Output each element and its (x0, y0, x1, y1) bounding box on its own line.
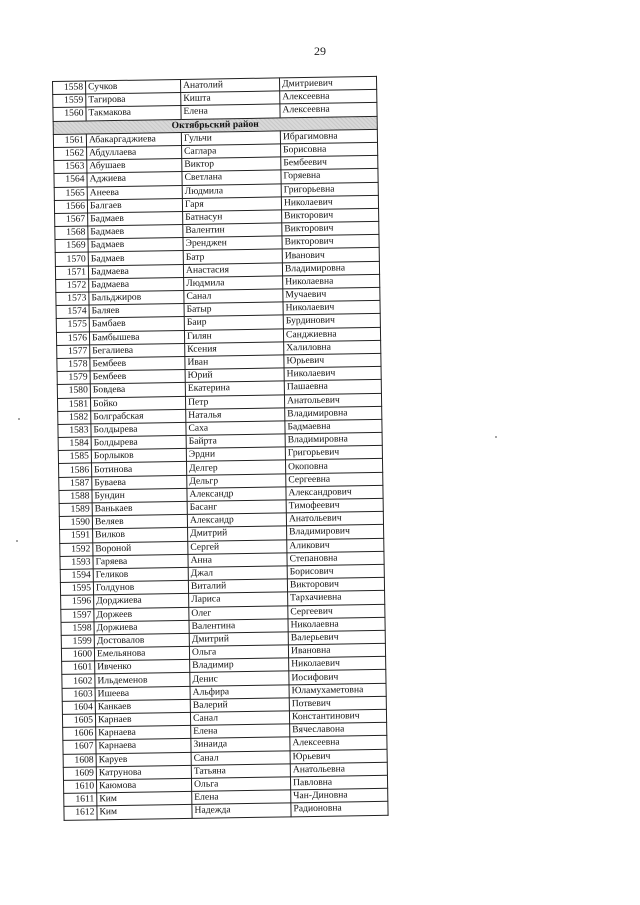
surname-cell: Ишеева (95, 686, 190, 701)
first-name-cell: Валерий (190, 698, 289, 713)
surname-cell: Бадмаев (88, 251, 183, 266)
surname-cell: Бальджиров (89, 290, 184, 305)
patronymic-cell: Викторович (282, 208, 379, 223)
first-name-cell: Санал (184, 289, 283, 304)
row-number-cell: 1606 (63, 727, 96, 741)
patronymic-cell: Степановна (287, 551, 384, 566)
first-name-cell: Ольга (191, 777, 290, 792)
patronymic-cell: Викторович (287, 577, 384, 592)
row-number-cell: 1587 (59, 477, 92, 491)
row-number-cell: 1563 (54, 160, 87, 174)
surname-cell: Ким (97, 805, 192, 820)
surname-cell: Болграбская (91, 409, 186, 424)
first-name-cell: Санал (191, 750, 290, 765)
first-name-cell: Лариса (189, 592, 288, 607)
patronymic-cell: Владимирович (287, 525, 384, 540)
patronymic-cell: Окоповна (285, 459, 382, 474)
row-number-cell: 1575 (56, 318, 89, 332)
patronymic-cell: Пашаевна (284, 380, 381, 395)
surname-cell: Вилков (93, 528, 188, 543)
row-number-cell: 1561 (53, 134, 86, 148)
first-name-cell: Екатерина (185, 381, 284, 396)
row-number-cell: 1572 (56, 279, 89, 293)
row-number-cell: 1568 (55, 226, 88, 240)
surname-cell: Карнаева (96, 726, 191, 741)
row-number-cell: 1596 (61, 595, 94, 609)
patronymic-cell: Николаевич (281, 195, 378, 210)
first-name-cell: Иван (185, 355, 284, 370)
patronymic-cell: Сергеевна (286, 472, 383, 487)
row-number-cell: 1595 (60, 582, 93, 596)
row-number-cell: 1597 (61, 608, 94, 622)
first-name-cell: Валентин (183, 223, 282, 238)
first-name-cell: Дмитрий (188, 526, 287, 541)
patronymic-cell: Николаевич (289, 657, 386, 672)
patronymic-cell: Григорьевич (285, 446, 382, 461)
first-name-cell: Дмитрий (189, 632, 288, 647)
surname-cell: Борлыков (91, 449, 186, 464)
surname-cell: Болдырева (91, 422, 186, 437)
first-name-cell: Александр (187, 487, 286, 502)
surname-cell: Болдырева (91, 436, 186, 451)
patronymic-cell: Мучаевич (283, 287, 380, 302)
scan-speck (16, 540, 18, 542)
patronymic-cell: Бадмаевна (285, 419, 382, 434)
row-number-cell: 1599 (61, 635, 94, 649)
patronymic-cell: Валерьевич (288, 630, 385, 645)
patronymic-cell: Анатольевич (286, 512, 383, 527)
row-number-cell: 1571 (55, 266, 88, 280)
surname-cell: Ванькаев (92, 501, 187, 516)
first-name-cell: Байрта (186, 434, 285, 449)
patronymic-cell: Владимировна (285, 406, 382, 421)
patronymic-cell: Анатольевна (290, 762, 387, 777)
first-name-cell: Гилян (184, 328, 283, 343)
row-number-cell: 1589 (59, 503, 92, 517)
patronymic-cell: Николаевна (283, 274, 380, 289)
first-name-cell: Джал (188, 566, 287, 581)
row-number-cell: 1607 (63, 740, 96, 754)
row-number-cell: 1598 (61, 622, 94, 636)
first-name-cell: Валентина (189, 619, 288, 634)
row-number-cell: 1604 (62, 701, 95, 715)
row-number-cell: 1593 (60, 556, 93, 570)
row-number-cell: 1609 (63, 767, 96, 781)
surname-cell: Ким (97, 792, 192, 807)
patronymic-cell: Николаевич (284, 366, 381, 381)
surname-cell: Баляев (89, 304, 184, 319)
first-name-cell: Эренджен (183, 236, 282, 251)
surname-cell: Абдуллаева (87, 145, 182, 160)
surname-cell: Веляев (92, 515, 187, 530)
row-number-cell: 1591 (60, 529, 93, 543)
row-number-cell: 1600 (61, 648, 94, 662)
patronymic-cell: Николаевич (283, 301, 380, 316)
first-name-cell: Ольга (189, 645, 288, 660)
section-title: Октябрьский район (53, 116, 377, 134)
first-name-cell: Ксения (185, 342, 284, 357)
patronymic-cell: Павловна (290, 775, 387, 790)
row-number-cell: 1580 (57, 384, 90, 398)
surname-cell: Бовдева (90, 383, 185, 398)
row-number-cell: 1579 (57, 371, 90, 385)
patronymic-cell: Дмитриевич (279, 76, 376, 91)
row-number-cell: 1576 (56, 332, 89, 346)
patronymic-cell: Потвевич (289, 696, 386, 711)
surname-cell: Абушаев (87, 159, 182, 174)
patronymic-cell: Юрьевич (284, 353, 381, 368)
row-number-cell: 1605 (62, 714, 95, 728)
surname-cell: Ивченко (95, 660, 190, 675)
first-name-cell: Дельгр (187, 474, 286, 489)
first-name-cell: Александр (187, 513, 286, 528)
surname-cell: Ботинова (92, 462, 187, 477)
first-name-cell: Елена (192, 790, 291, 805)
row-number-cell: 1585 (58, 450, 91, 464)
patronymic-cell: Чан-Диновна (291, 788, 388, 803)
patronymic-cell: Александрович (286, 485, 383, 500)
surname-cell: Карнаев (95, 712, 190, 727)
first-name-cell: Надежда (192, 803, 291, 818)
surname-cell: Карнаева (96, 739, 191, 754)
surname-cell: Бадмаев (88, 238, 183, 253)
surname-cell: Голдунов (93, 581, 188, 596)
surname-cell: Достовалов (94, 633, 189, 648)
surname-cell: Бадмаев (88, 211, 183, 226)
first-name-cell: Виктор (182, 157, 281, 172)
surname-cell: Буваева (92, 475, 187, 490)
first-name-cell: Анастасия (183, 263, 282, 278)
surname-cell: Абакаргаджиева (86, 132, 181, 147)
surname-cell: Геликов (93, 567, 188, 582)
scan-speck (18, 418, 20, 420)
patronymic-cell: Вячеславона (290, 723, 387, 738)
first-name-cell: Елена (181, 104, 280, 119)
first-name-cell: Саха (186, 421, 285, 436)
patronymic-cell: Алексеевна (280, 90, 377, 105)
patronymic-cell: Халиловна (284, 340, 381, 355)
surname-cell: Бадмаев (88, 225, 183, 240)
surname-cell: Емельянова (94, 646, 189, 661)
row-number-cell: 1584 (58, 437, 91, 451)
first-name-cell: Баир (184, 315, 283, 330)
first-name-cell: Татьяна (191, 764, 290, 779)
surname-cell: Балгаев (87, 198, 182, 213)
first-name-cell: Денис (190, 671, 289, 686)
row-number-cell: 1570 (55, 252, 88, 266)
first-name-cell: Владимир (190, 658, 289, 673)
first-name-cell: Эрдни (186, 447, 285, 462)
row-number-cell: 1558 (53, 81, 86, 95)
patronymic-cell: Юрьевич (290, 749, 387, 764)
patronymic-cell: Борисович (287, 564, 384, 579)
patronymic-cell: Бурдинович (283, 314, 380, 329)
first-name-cell: Делгер (186, 460, 285, 475)
patronymic-cell: Алексеевна (290, 736, 387, 751)
patronymic-cell: Иосифович (289, 670, 386, 685)
first-name-cell: Батнасун (183, 210, 282, 225)
row-number-cell: 1567 (55, 213, 88, 227)
first-name-cell: Гаря (182, 197, 281, 212)
first-name-cell: Зинаида (191, 737, 290, 752)
surname-cell: Бамбышева (89, 330, 184, 345)
surname-cell: Бембеев (90, 370, 185, 385)
surname-cell: Такмакова (86, 106, 181, 121)
patronymic-cell: Сергеевич (288, 604, 385, 619)
row-number-cell: 1592 (60, 542, 93, 556)
surname-cell: Ильдеменов (95, 673, 190, 688)
surname-cell: Гаряева (93, 554, 188, 569)
row-number-cell: 1610 (63, 780, 96, 794)
first-name-cell: Кишта (181, 91, 280, 106)
first-name-cell: Олег (189, 605, 288, 620)
patronymic-cell: Владимировна (282, 261, 379, 276)
patronymic-cell: Тимофеевич (286, 498, 383, 513)
row-number-cell: 1559 (53, 94, 86, 108)
patronymic-cell: Ивановна (288, 643, 385, 658)
patronymic-cell: Санджиевна (283, 327, 380, 342)
first-name-cell: Виталий (188, 579, 287, 594)
first-name-cell: Людмила (182, 183, 281, 198)
first-name-cell: Елена (191, 724, 290, 739)
first-name-cell: Анатолий (180, 78, 279, 93)
patronymic-cell: Тархачиевна (288, 591, 385, 606)
row-number-cell: 1578 (57, 358, 90, 372)
row-number-cell: 1583 (58, 424, 91, 438)
patronymic-cell: Викторович (282, 235, 379, 250)
patronymic-cell: Юламухаметовна (289, 683, 386, 698)
surname-cell: Бойко (90, 396, 185, 411)
patronymic-cell: Григорьевна (281, 182, 378, 197)
row-number-cell: 1560 (53, 107, 86, 121)
row-number-cell: 1569 (55, 239, 88, 253)
first-name-cell: Людмила (184, 276, 283, 291)
surname-cell: Бегалиева (90, 343, 185, 358)
first-name-cell: Анна (188, 553, 287, 568)
surname-cell: Канкаев (95, 699, 190, 714)
patronymic-cell: Владимировна (285, 432, 382, 447)
row-number-cell: 1590 (59, 516, 92, 530)
first-name-cell: Петр (185, 394, 284, 409)
patronymic-cell: Викторович (282, 221, 379, 236)
row-number-cell: 1574 (56, 305, 89, 319)
first-name-cell: Саглара (182, 144, 281, 159)
surname-cell: Бамбаев (89, 317, 184, 332)
surname-cell: Доржиева (94, 620, 189, 635)
row-number-cell: 1566 (54, 200, 87, 214)
row-number-cell: 1564 (54, 173, 87, 187)
row-number-cell: 1602 (62, 674, 95, 688)
patronymic-cell: Николаевна (288, 617, 385, 632)
first-name-cell: Сергей (188, 539, 287, 554)
patronymic-cell: Аликович (287, 538, 384, 553)
patronymic-cell: Горяевна (281, 169, 378, 184)
surname-cell: Дорджиева (94, 594, 189, 609)
row-number-cell: 1608 (63, 753, 96, 767)
row-number-cell: 1611 (64, 793, 97, 807)
surname-cell: Доржеев (94, 607, 189, 622)
patronymic-cell: Ибрагимовна (280, 129, 377, 144)
row-number-cell: 1594 (60, 569, 93, 583)
surname-cell: Бадмаева (89, 277, 184, 292)
surname-cell: Бембеев (90, 356, 185, 371)
scan-speck (495, 436, 497, 438)
roster-body (53, 76, 389, 819)
patronymic-cell: Бембеевич (281, 156, 378, 171)
surname-cell: Бундин (92, 488, 187, 503)
first-name-cell: Санал (190, 711, 289, 726)
row-number-cell: 1612 (64, 806, 97, 820)
patronymic-cell: Радионовна (291, 802, 388, 817)
surname-cell: Каруев (96, 752, 191, 767)
first-name-cell: Светлана (182, 170, 281, 185)
row-number-cell: 1581 (57, 397, 90, 411)
page-number: 29 (314, 44, 326, 58)
surname-cell: Аджиева (87, 172, 182, 187)
first-name-cell: Гульчи (181, 131, 280, 146)
row-number-cell: 1588 (59, 490, 92, 504)
row-number-cell: 1603 (62, 688, 95, 702)
patronymic-cell: Константинович (289, 709, 386, 724)
patronymic-cell: Алексеевна (280, 103, 377, 118)
row-number-cell: 1562 (54, 147, 87, 161)
surname-cell: Бадмаева (88, 264, 183, 279)
roster-table (52, 76, 389, 821)
first-name-cell: Альфира (190, 684, 289, 699)
surname-cell: Катрунова (96, 765, 191, 780)
surname-cell: Каюмова (96, 778, 191, 793)
row-number-cell: 1601 (62, 661, 95, 675)
first-name-cell: Басанг (187, 500, 286, 515)
first-name-cell: Юрий (185, 368, 284, 383)
row-number-cell: 1573 (56, 292, 89, 306)
patronymic-cell: Иванович (282, 248, 379, 263)
patronymic-cell: Анатольевич (284, 393, 381, 408)
surname-cell: Анеева (87, 185, 182, 200)
patronymic-cell: Борисовна (281, 142, 378, 157)
first-name-cell: Батр (183, 249, 282, 264)
row-number-cell: 1582 (58, 411, 91, 425)
surname-cell: Вороной (93, 541, 188, 556)
surname-cell: Сучков (86, 79, 181, 94)
surname-cell: Тагирова (86, 93, 181, 108)
row-number-cell: 1586 (59, 463, 92, 477)
row-number-cell: 1577 (57, 345, 90, 359)
row-number-cell: 1565 (54, 186, 87, 200)
first-name-cell: Наталья (186, 408, 285, 423)
first-name-cell: Батыр (184, 302, 283, 317)
